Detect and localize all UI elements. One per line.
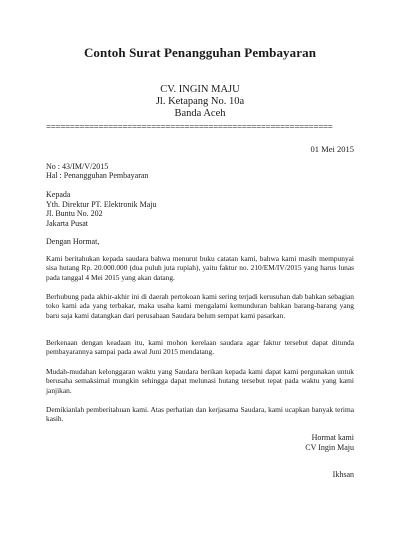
letter-subject: Hal : Penangguhan Pembayaran [46, 171, 149, 180]
body-paragraph: Mudah-mudahan kelonggaran waktu yang Saudara berikan kepada kami dapat kami pergunakan untuk berusaha semaksimal mungkin sehingga dapat melunasi hutang tersebut tepat pada waktu yang kami janjikan. [46, 367, 354, 395]
body-paragraph: Berkenaan dengan keadaan itu, kami mohon kerelaan saudara agar faktur tersebut dapat ditunda pembayarannya sampai pada awal Juni 2015 mendatang. [46, 338, 354, 357]
company-name: CV. INGIN MAJU [160, 84, 240, 95]
signer-name: Ikhsan [332, 470, 354, 479]
company-address: Jl. Ketapang No. 10a [155, 96, 245, 107]
recipient-block [46, 190, 157, 228]
closing-block [305, 433, 354, 453]
recipient-address: Jl. Buntu No. 202 [46, 209, 103, 219]
closing-salutation: Hormat kami [311, 433, 354, 442]
letter-number: No : 43/IM/V/2015 [46, 162, 109, 171]
recipient-city: Jakarta Pusat [46, 218, 88, 228]
body-paragraph: Kami beritahukan kepada saudara bahwa menurut buku catatan kami, bahwa kami masih mempunyai sisa hutang Rp. 20.000.000 (dua puluh juta rupiah), yaitu faktur no. 210/EM/IV/2015 yang harus lunas pada tanggal 4 Mei 2015 yang akan datang. [46, 254, 354, 282]
letter-meta [46, 162, 148, 180]
document-title: Contoh Surat Penangguhan Pembayaran [83, 45, 317, 60]
letterhead [0, 84, 400, 120]
letter-date: 01 Mei 2015 [310, 144, 354, 154]
body-paragraph: Demikianlah pemberitahuan kami. Atas perhatian dan kerjasama Saudara, kami ucapkan banyak terima kasih. [46, 405, 354, 424]
recipient-name: Yth. Direktur PT. Elektronik Maju [46, 199, 157, 209]
recipient-to: Kepada [46, 190, 71, 199]
body-paragraph: Berhubung pada akhir-akhir ini di daerah pertokoan kami sering terjadi kerusuhan dab bahkan sebagian toko kami ada yang terbakar, maka usaha kami mengalami kemunduran bahkan barang-barang yang baru saja kami datangkan dari perusahaan Saudara belum sempat kami pasarkan. [46, 292, 354, 320]
greeting: Dengan Hormat, [46, 237, 100, 246]
letterhead-divider: ============================================================ [46, 122, 333, 132]
closing-company: CV Ingin Maju [305, 443, 354, 452]
company-city: Banda Aceh [174, 108, 226, 119]
